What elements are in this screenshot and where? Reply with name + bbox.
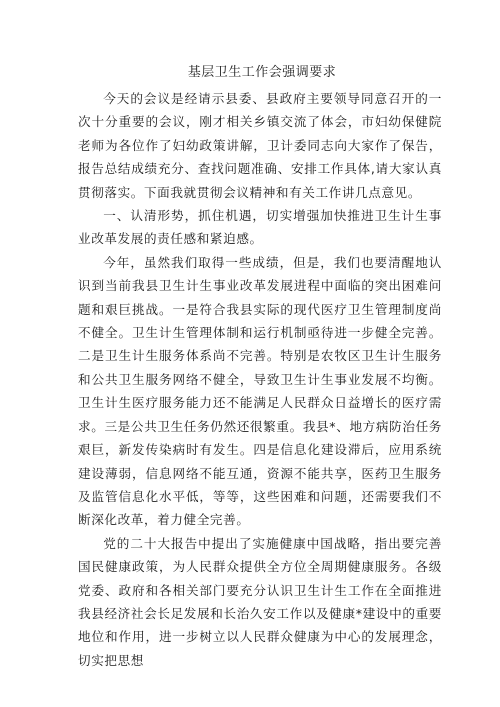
paragraph-intro: 今天的会议是经请示县委、县政府主要领导同意召开的一次十分重要的会议，刚才相关乡镇交流了体会，市妇幼保健院老师为各位作了妇幼政策讲解，卫计委同志向大家作了保告，报告总结成绩充分、查找问题准确、安排工作具体,请大家认真贯彻落实。下面我就贯彻会议精神和有关工作讲几点意见。 — [78, 91, 442, 200]
paragraph-healthy-china: 党的二十大报告中提出了实施健康中国战略，指出要完善国民健康政策，为人民群众提供全方位全周期健康服务。各级党委、政府和各相关部门要充分认识卫生计生工作在全面推进我县经济社会长足发展和长治久安工作以及健康*建设中的重要地位和作用，进一步树立以人民群众健康为中心的发展理念，切实把思想 — [78, 535, 442, 668]
document-title: 基层卫生工作会强调要求 — [187, 65, 337, 80]
paragraph-section-heading: 一、认清形势，抓住机遇，切实增强加快推进卫生计生事业改革发展的责任感和紧迫感。 — [78, 208, 442, 247]
paragraph-challenges: 今年，虽然我们取得一些成绩，但是，我们也要清醒地认识到当前我县卫生计生事业改革发展进程中面临的突出困难问题和艰巨挑战。一是符合我县实际的现代医疗卫生管理制度尚不健全。卫生计生管理体制和运行机制亟待进一步健全完善。二是卫生计生服务体系尚不完善。特别是农牧区卫生计生服务和公共卫生服务网络不健全，导致卫生计生事业发展不均衡。卫生计生医疗服务能力还不能满足人民群众日益增长的医疗需求。三是公共卫生任务仍然还很繁重。我县*、地方病防治任务艰巨，新发传染病时有发生。四是信息化建设滞后，应用系统建设薄弱，信息网络不能互通，资源不能共享，医药卫生服务及监管信息化水平低，等等，这些困难和问题，还需要我们不断深化改革，着力健全完善。 — [78, 254, 442, 528]
